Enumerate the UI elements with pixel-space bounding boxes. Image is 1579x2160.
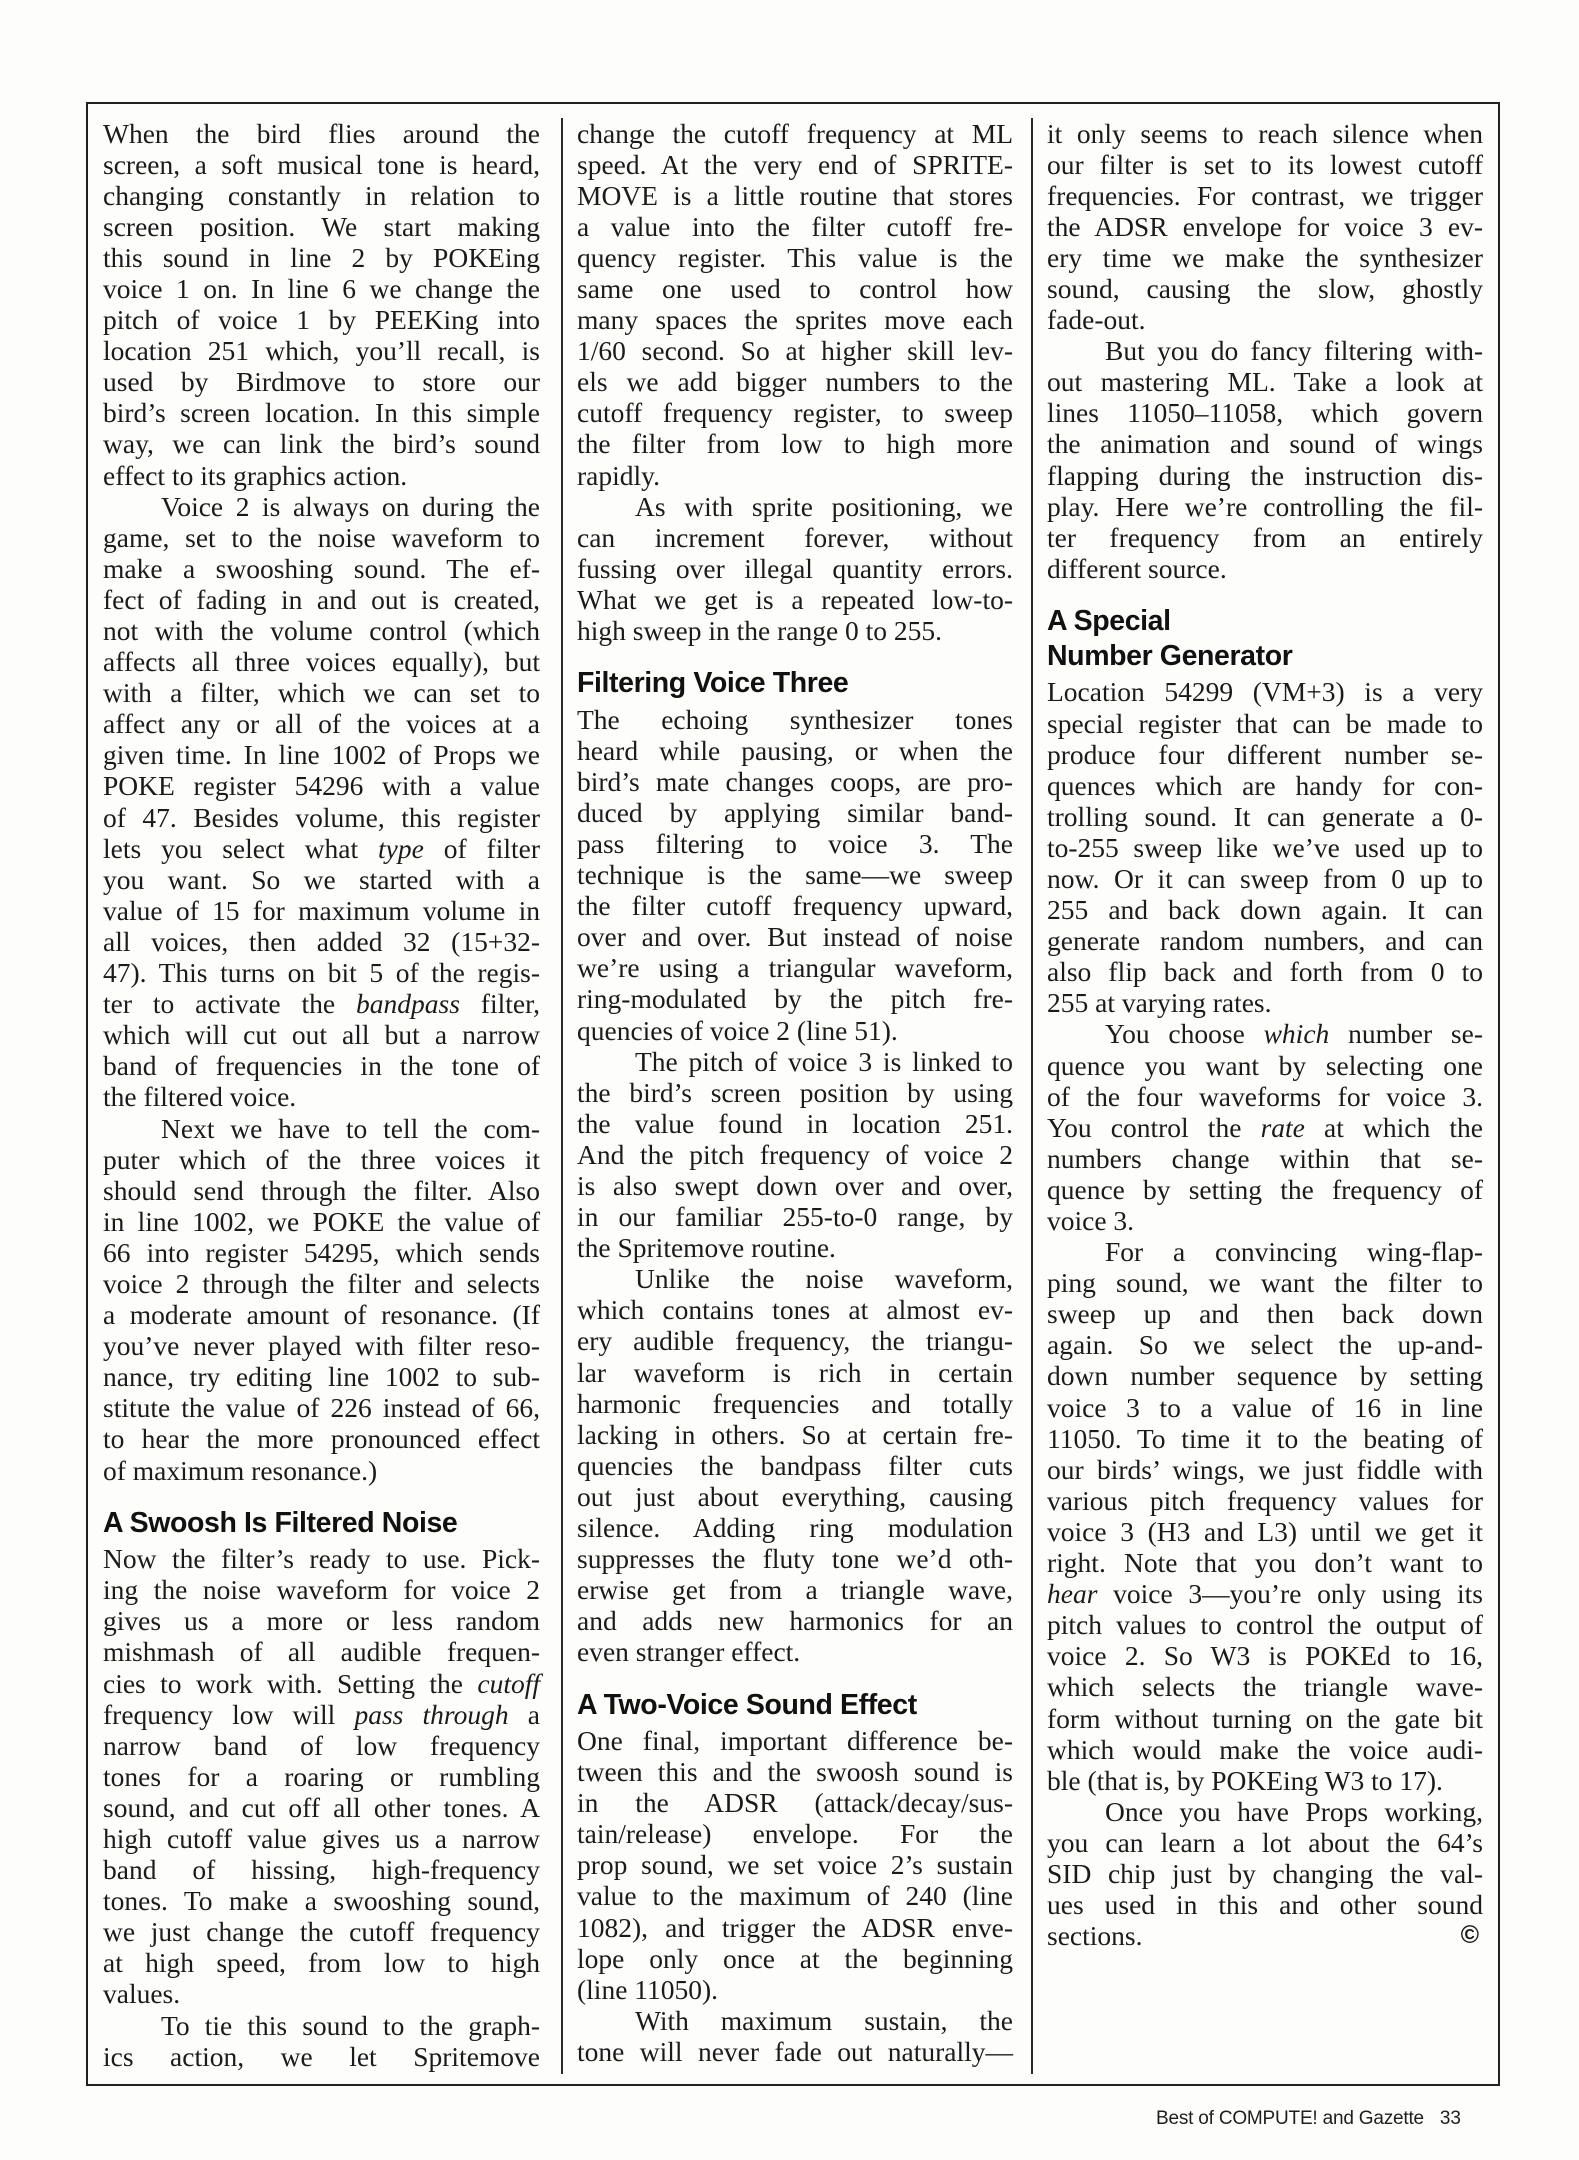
text-line: nance, try editing line 1002 to sub- [103, 1361, 540, 1393]
text-line: in the ADSR (attack/decay/sus- [577, 1787, 1013, 1819]
text-line: at high speed, from low to high [103, 1947, 540, 1979]
paragraph [103, 1113, 540, 1486]
text-run: of filter [423, 832, 540, 864]
paragraph [1047, 335, 1483, 584]
text-run: lets you select what [103, 832, 379, 864]
paragraph [103, 2010, 540, 2072]
paragraph [1047, 1796, 1483, 1951]
italic-text: bandpass [356, 988, 460, 1020]
text-line: a value into the filter cutoff fre- [577, 210, 1013, 242]
text-line: not with the volume control (which [103, 615, 540, 646]
text-line: 255 at varying rates. [1047, 987, 1272, 1019]
text-line: affect any or all of the voices at a [103, 708, 540, 740]
text-line: to-255 sweep like we’ve used up to [1047, 831, 1483, 863]
text-line: One final, important difference be- [577, 1725, 1013, 1756]
column-3 [1047, 118, 1483, 1952]
text-line: high cutoff value gives us a narrow [103, 1822, 540, 1854]
text-line: different source. [1047, 552, 1227, 584]
text-line: quencies of voice 2 (line 51). [577, 1014, 898, 1046]
text-line: The pitch of voice 3 is linked to [635, 1045, 1013, 1077]
italic-text: pass through [354, 1698, 509, 1730]
text-line: tones for a roaring or rumbling [103, 1760, 540, 1792]
text-line: sound, causing the slow, ghostly [1047, 272, 1483, 304]
italic-text: type [378, 832, 424, 864]
text-line: flapping during the instruction dis- [1047, 459, 1483, 491]
text-line: game, set to the noise waveform to [103, 521, 540, 553]
text-line: also flip back and forth from 0 to [1047, 956, 1483, 988]
text-line: quency register. This value is the [577, 241, 1013, 273]
text-line: ing the noise waveform for voice 2 [103, 1574, 540, 1606]
paragraph [1047, 1018, 1483, 1236]
text-line: lar waveform is rich in certain [577, 1356, 1013, 1388]
text-line: quence you want by selecting one [1047, 1049, 1483, 1081]
text-line: pitch of voice 1 by PEEKing into [103, 304, 540, 336]
column-1 [103, 118, 540, 2072]
text-line: tones. To make a swooshing sound, [103, 1885, 540, 1917]
paragraph [1047, 118, 1483, 336]
heading-line: A Swoosh Is Filtered Noise [103, 1506, 458, 1539]
text-line: of the four waveforms for voice 3. [1047, 1080, 1483, 1112]
text-line: 1082), and trigger the ADSR enve- [577, 1911, 1013, 1943]
text-line: screen, a soft musical tone is heard, [103, 148, 540, 180]
text-run: You control the [1047, 1111, 1261, 1143]
paragraph [577, 491, 1013, 646]
text-line: rapidly. [577, 459, 660, 491]
section-heading [1047, 604, 1483, 674]
text-line: values. [103, 1978, 181, 2010]
text-line: voice 2 through the filter and selects [103, 1267, 540, 1299]
text-line: over and over. But instead of noise [577, 921, 1013, 953]
text-line: the bird’s screen position by using [577, 1076, 1013, 1108]
text-run: sections. [1047, 1920, 1143, 1952]
text-line: affects all three voices equally), but [103, 646, 540, 678]
text-line: ues used in this and other sound [1047, 1889, 1483, 1921]
paragraph [577, 2005, 1013, 2067]
text-line: changing constantly in relation to [103, 179, 540, 211]
text-line: used by Birdmove to store our [103, 366, 540, 398]
heading-line: A Special [1047, 604, 1171, 637]
text-line: ery audible frequency, the triangu- [577, 1325, 1013, 1357]
heading-line: A Two-Voice Sound Effect [577, 1688, 917, 1721]
text-line: voice 3 (H3 and L3) until we get it [1047, 1515, 1483, 1547]
text-line: erwise get from a triangle wave, [577, 1574, 1013, 1606]
text-line: out just about everything, causing [577, 1480, 1013, 1512]
text-line: can increment forever, without [577, 521, 1013, 553]
text-line: tain/release) envelope. For the [577, 1818, 1013, 1850]
text-line: the filter cutoff frequency upward, [577, 890, 1013, 922]
text-line: harmonic frequencies and totally [577, 1387, 1013, 1419]
text-line: generate random numbers, and can [1047, 925, 1483, 957]
text-line: location 251 which, you’ll recall, is [103, 335, 540, 367]
text-line: voice 3 to a value of 16 in line [1047, 1391, 1483, 1423]
text-line: again. So we select the up-and- [1047, 1329, 1483, 1361]
text-run: You choose [1105, 1018, 1264, 1050]
text-line: the ADSR envelope for voice 3 ev- [1047, 210, 1483, 242]
text-line: make a swooshing sound. The ef- [103, 552, 540, 584]
text-line: down number sequence by setting [1047, 1360, 1483, 1392]
text-line: lines 11050–11058, which govern [1047, 397, 1483, 429]
text-line: same one used to control how [577, 272, 1013, 304]
text-line: stitute the value of 226 instead of 66, [103, 1392, 540, 1424]
text-line: (line 11050). [577, 1973, 719, 2005]
text-line: suppresses the fluty tone we’d oth- [577, 1543, 1013, 1575]
text-run: filter, [459, 988, 540, 1020]
text-line: And the pitch frequency of voice 2 [577, 1138, 1013, 1170]
text-line: prop sound, we set voice 2’s sustain [577, 1849, 1013, 1881]
text-line: ery time we make the synthesizer [1047, 241, 1483, 273]
text-line: band of hissing, high-frequency [103, 1854, 540, 1886]
text-line: Now the filter’s ready to use. Pick- [103, 1543, 540, 1575]
text-line: tween this and the swoosh sound is [577, 1756, 1013, 1788]
text-line: fect of fading in and out is created, [103, 583, 540, 615]
paragraph [1047, 1236, 1483, 1796]
text-line: silence. Adding ring modulation [577, 1512, 1013, 1544]
paragraph [103, 118, 540, 491]
end-of-article-mark-icon: © [1460, 1921, 1479, 1950]
text-line: the filtered voice. [103, 1081, 297, 1113]
text-line: which will cut out all but a narrow [103, 1019, 540, 1051]
text-line: narrow band of low frequency [103, 1729, 540, 1761]
column-divider [1031, 118, 1033, 2074]
text-line: which selects the triangle wave- [1047, 1671, 1483, 1703]
text-line: mishmash of all audible frequen- [103, 1636, 540, 1668]
text-line: effect to its graphics action. [103, 459, 408, 491]
text-line: To tie this sound to the graph- [161, 2009, 540, 2041]
text-line: in our familiar 255-to-0 range, by [577, 1201, 1013, 1233]
italic-text: hear [1047, 1578, 1098, 1610]
text-line: voice 3. [1047, 1205, 1135, 1236]
text-line: you want. So we started with a [103, 863, 540, 895]
text-line: quence by setting the frequency of [1047, 1173, 1483, 1205]
text-line: given time. In line 1002 of Props we [103, 739, 540, 771]
page-footer [1150, 2106, 1465, 2134]
text-line: out mastering ML. Take a look at [1047, 366, 1483, 398]
text-line: our filter is set to its lowest cutoff [1047, 148, 1483, 180]
text-line: 66 into register 54295, which sends [103, 1236, 540, 1268]
text-line: frequencies. For contrast, we trigger [1047, 179, 1483, 211]
text-line: voice 1 on. In line 6 we change the [103, 272, 540, 304]
text-line: it only seems to reach silence when [1047, 117, 1483, 149]
text-line: various pitch frequency values for [1047, 1484, 1483, 1516]
text-line: tone will never fade out naturally— [577, 2035, 1013, 2067]
section-heading [577, 1688, 1013, 1723]
text-line [103, 988, 540, 1019]
text-line: to hear the more pronounced effect [103, 1423, 540, 1455]
column-divider [561, 118, 563, 2074]
text-line: ics action, we let Spritemove [103, 2040, 540, 2072]
text-line: and adds new harmonics for an [577, 1605, 1013, 1637]
text-line [1047, 1578, 1483, 1609]
text-line: lacking in others. So at certain fre- [577, 1418, 1013, 1450]
heading-line: Number Generator [1047, 639, 1293, 672]
text-line: the Spritemove routine. [577, 1232, 836, 1264]
text-line: As with sprite positioning, we [635, 490, 1013, 522]
paragraph [1047, 676, 1483, 1018]
text-line [103, 1668, 540, 1699]
text-line: POKE register 54296 with a value [103, 770, 540, 802]
text-line: in line 1002, we POKE the value of [103, 1205, 540, 1237]
text-line: What we get is a repeated low-to- [577, 583, 1013, 615]
text-line: Once you have Props working, [1105, 1795, 1483, 1827]
text-line: many spaces the sprites move each [577, 304, 1013, 336]
text-line: quencies the bandpass filter cuts [577, 1449, 1013, 1481]
paragraph [103, 491, 540, 1113]
text-line: band of frequencies in the tone of [103, 1050, 540, 1082]
text-line: ping sound, we want the filter to [1047, 1267, 1483, 1299]
text-run: frequency low will [103, 1698, 355, 1730]
text-line: technique is the same—we sweep [577, 859, 1013, 891]
text-line: is also swept down over and over, [577, 1170, 1013, 1201]
text-line: sound, and cut off all other tones. A [103, 1791, 540, 1823]
text-line [1047, 1018, 1483, 1049]
text-line: pitch values to control the output of [1047, 1609, 1483, 1641]
text-line: 11050. To time it to the beating of [1047, 1422, 1483, 1454]
text-line: sweep up and then back down [1047, 1298, 1483, 1330]
text-run: number se- [1329, 1018, 1483, 1050]
text-line: special register that can be made to [1047, 707, 1483, 739]
text-line: we just change the cutoff frequency [103, 1916, 540, 1948]
text-line: we’re using a triangular waveform, [577, 952, 1013, 984]
paragraph [103, 1543, 540, 2009]
text-line: the filter from low to high more [577, 428, 1013, 460]
text-line: now. Or it can sweep from 0 up to [1047, 862, 1483, 894]
text-line: screen position. We start making [103, 210, 540, 242]
text-run: ter to activate the [103, 988, 356, 1020]
text-line: With maximum sustain, the [635, 2004, 1013, 2036]
text-line: cutoff frequency register, to sweep [577, 397, 1013, 429]
text-line: change the cutoff frequency at ML [577, 117, 1013, 149]
text-line: form without turning on the gate bit [1047, 1702, 1483, 1734]
text-line: the animation and sound of wings [1047, 428, 1483, 460]
text-line: Voice 2 is always on during the [161, 490, 540, 522]
text-run: at which the [1304, 1111, 1483, 1143]
section-heading [577, 666, 1013, 701]
text-line: a moderate amount of resonance. (If [103, 1299, 540, 1331]
text-line: lope only once at the beginning [577, 1942, 1013, 1974]
text-line: 47). This turns on bit 5 of the regis- [103, 957, 540, 989]
text-line: quences which are handy for con- [1047, 769, 1483, 801]
italic-text: cutoff [477, 1667, 540, 1699]
text-run: cies to work with. Setting the [103, 1667, 478, 1699]
text-line: The echoing synthesizer tones [577, 703, 1013, 735]
text-line: heard while pausing, or when the [577, 734, 1013, 766]
text-line: with a filter, which we can set to [103, 677, 540, 709]
text-line: ble (that is, by POKEing W3 to 17). [1047, 1764, 1443, 1796]
text-line: which contains tones at almost ev- [577, 1294, 1013, 1326]
text-line: play. Here we’re controlling the fil- [1047, 490, 1483, 522]
text-line: speed. At the very end of SPRITE- [577, 148, 1013, 180]
paragraph [577, 1046, 1013, 1264]
text-line: high sweep in the range 0 to 255. [577, 615, 943, 646]
column-2 [577, 118, 1013, 2068]
page-number: 33 [1439, 2108, 1461, 2129]
text-line: our birds’ wings, we just fiddle with [1047, 1453, 1483, 1485]
heading-line: Filtering Voice Three [577, 667, 849, 700]
text-run: a [508, 1698, 540, 1730]
text-line [1047, 1920, 1483, 1951]
text-line: right. Note that you don’t want to [1047, 1547, 1483, 1579]
text-line: value of 15 for maximum volume in [103, 894, 540, 926]
text-line: 1/60 second. So at higher skill lev- [577, 335, 1013, 367]
text-line: 255 and back down again. It can [1047, 894, 1483, 926]
text-line: you’ve never played with filter reso- [103, 1330, 540, 1362]
text-run: voice 3—you’re only using its [1097, 1578, 1483, 1610]
text-line: ter frequency from an entirely [1047, 521, 1483, 553]
text-line: Next we have to tell the com- [161, 1112, 540, 1144]
publication-name: Best of COMPUTE! and Gazette [1156, 2108, 1424, 2129]
paragraph [577, 1263, 1013, 1667]
text-line: SID chip just by changing the val- [1047, 1857, 1483, 1889]
text-line: numbers change within that se- [1047, 1142, 1483, 1174]
text-line: you can learn a lot about the 64’s [1047, 1826, 1483, 1858]
text-line: But you do fancy filtering with- [1105, 335, 1483, 367]
text-line: pass filtering to voice 3. The [577, 827, 1013, 859]
text-line: Unlike the noise waveform, [635, 1263, 1013, 1295]
text-line: For a convincing wing-flap- [1105, 1236, 1483, 1268]
text-line: els we add bigger numbers to the [577, 366, 1013, 398]
text-line [103, 1699, 540, 1730]
text-line: should send through the filter. Also [103, 1174, 540, 1206]
text-line: way, we can link the bird’s sound [103, 428, 540, 460]
text-line: of 47. Besides volume, this register [103, 801, 540, 833]
text-line: gives us a more or less random [103, 1605, 540, 1637]
text-line [1047, 1112, 1483, 1143]
text-line: of maximum resonance.) [103, 1454, 378, 1486]
paragraph [577, 1725, 1013, 2005]
text-line: even stranger effect. [577, 1636, 801, 1668]
paragraph [577, 704, 1013, 1046]
text-line: the value found in location 251. [577, 1107, 1013, 1139]
paragraph [577, 118, 1013, 491]
section-heading [103, 1506, 540, 1541]
text-line: ring-modulated by the pitch fre- [577, 983, 1013, 1015]
text-line: which would make the voice audi- [1047, 1733, 1483, 1765]
text-line: bird’s screen location. In this simple [103, 397, 540, 429]
text-line: trolling sound. It can generate a 0- [1047, 800, 1483, 832]
text-line: all voices, then added 32 (15+32- [103, 925, 540, 957]
text-line: MOVE is a little routine that stores [577, 179, 1013, 211]
text-line: Location 54299 (VM+3) is a very [1047, 676, 1483, 708]
text-line: puter which of the three voices it [103, 1143, 540, 1175]
text-line: value to the maximum of 240 (line [577, 1880, 1013, 1912]
text-line: When the bird flies around the [103, 117, 540, 149]
text-line: fussing over illegal quantity errors. [577, 552, 1013, 584]
text-line: produce four different number se- [1047, 738, 1483, 770]
text-line [103, 833, 540, 864]
text-line: this sound in line 2 by POKEing [103, 241, 540, 273]
text-line: bird’s mate changes coops, are pro- [577, 765, 1013, 797]
text-line: voice 2. So W3 is POKEd to 16, [1047, 1640, 1483, 1672]
italic-text: which [1263, 1018, 1330, 1050]
text-line: duced by applying similar band- [577, 796, 1013, 828]
text-line: fade-out. [1047, 304, 1146, 336]
italic-text: rate [1260, 1111, 1305, 1143]
